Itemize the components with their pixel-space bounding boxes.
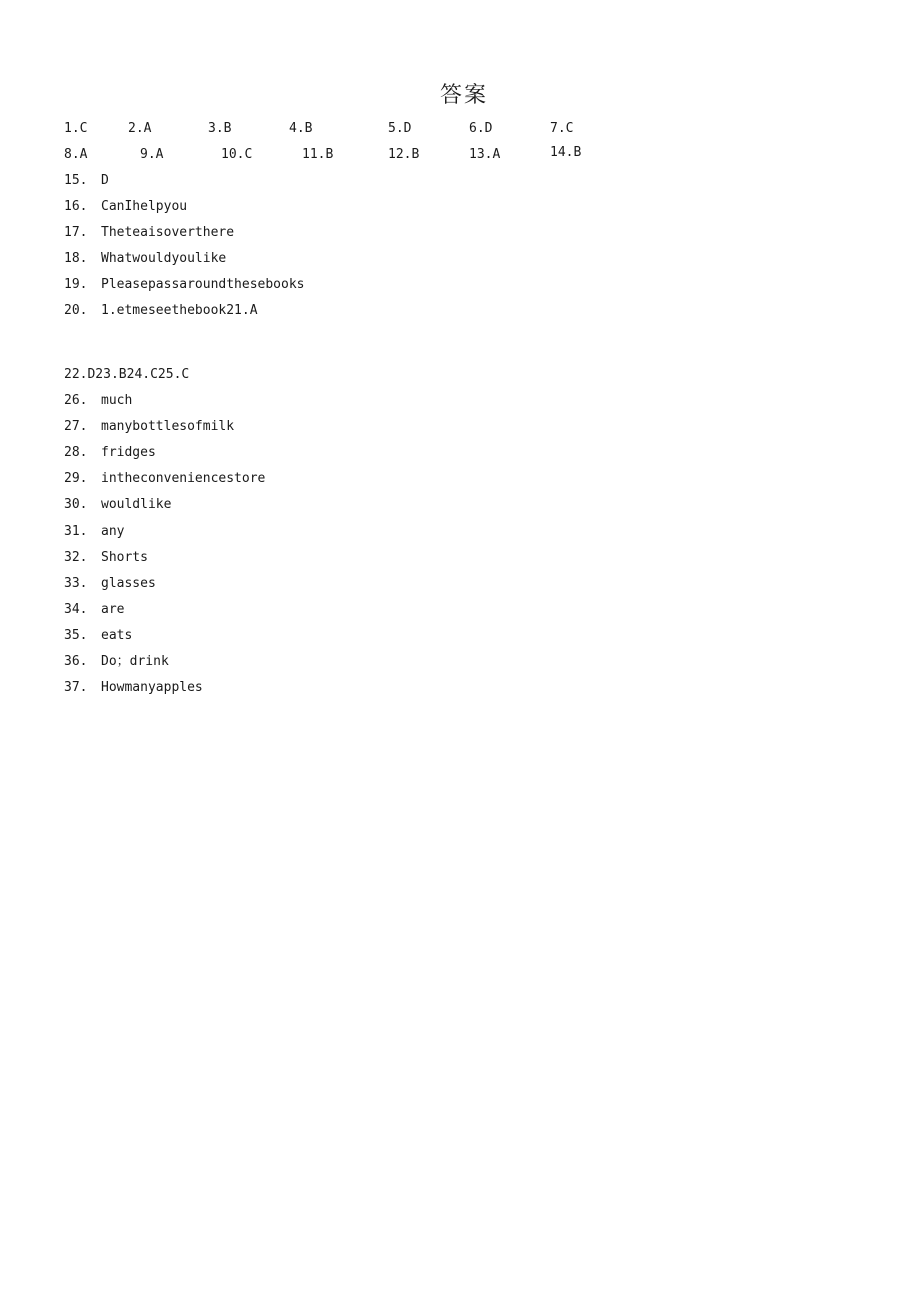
answer-11: 11.B bbox=[302, 147, 334, 162]
item-answer: D bbox=[101, 173, 109, 188]
item-answer: are bbox=[101, 602, 125, 617]
item-answer: Whatwouldyoulike bbox=[101, 251, 227, 266]
item-number: 35. bbox=[64, 628, 88, 643]
item-number: 37. bbox=[64, 680, 88, 695]
answer-line-36 bbox=[64, 654, 169, 670]
item-answer: eats bbox=[101, 628, 133, 643]
item-number: 20. bbox=[64, 303, 88, 318]
answer-line-31 bbox=[64, 524, 124, 540]
item-number: 16. bbox=[64, 199, 88, 214]
answer-13: 13.A bbox=[469, 147, 501, 162]
item-number: 34. bbox=[64, 602, 88, 617]
item-answer: fridges bbox=[101, 445, 156, 460]
answer-line-28 bbox=[64, 445, 156, 461]
item-number: 30. bbox=[64, 497, 88, 512]
answer-1: 1.C bbox=[64, 121, 88, 136]
item-answer: wouldlike bbox=[101, 497, 172, 512]
answer-line-29 bbox=[64, 471, 265, 487]
answer-line-37 bbox=[64, 680, 203, 696]
answer-6: 6.D bbox=[469, 121, 493, 136]
item-answer: CanIhelpyou bbox=[101, 199, 188, 214]
item-answer: much bbox=[101, 393, 133, 408]
item-answer: any bbox=[101, 524, 125, 539]
item-number: 15. bbox=[64, 173, 88, 188]
item-answer: Howmanyapples bbox=[101, 680, 203, 695]
answer-line-20 bbox=[64, 303, 258, 319]
item-number: 18. bbox=[64, 251, 88, 266]
answer-line-34 bbox=[64, 602, 124, 618]
answer-8: 8.A bbox=[64, 147, 88, 162]
answer-10: 10.C bbox=[221, 147, 253, 162]
answer-3: 3.B bbox=[208, 121, 232, 136]
item-answer: Pleasepassaroundthesebooks bbox=[101, 277, 305, 292]
item-number: 31. bbox=[64, 524, 88, 539]
answer-5: 5.D bbox=[388, 121, 412, 136]
answer-line-15 bbox=[64, 173, 109, 189]
item-number: 27. bbox=[64, 419, 88, 434]
item-answer: Shorts bbox=[101, 550, 148, 565]
answer-line-22-25: 22.D23.B24.C25.C bbox=[64, 367, 190, 382]
item-number: 32. bbox=[64, 550, 88, 565]
item-number: 26. bbox=[64, 393, 88, 408]
answer-line-18 bbox=[64, 251, 226, 267]
item-answer: Theteaisoverthere bbox=[101, 225, 235, 240]
answer-14: 14.B bbox=[550, 145, 582, 160]
answer-line-17 bbox=[64, 225, 234, 241]
item-answer: glasses bbox=[101, 576, 156, 591]
item-number: 28. bbox=[64, 445, 88, 460]
answer-7: 7.C bbox=[550, 121, 574, 136]
item-number: 17. bbox=[64, 225, 88, 240]
answer-line-32 bbox=[64, 550, 148, 566]
item-number: 33. bbox=[64, 576, 88, 591]
item-answer: Do；drink bbox=[101, 654, 169, 669]
page-title: 答案 bbox=[439, 83, 488, 108]
item-number: 36. bbox=[64, 654, 88, 669]
item-number: 29. bbox=[64, 471, 88, 486]
answer-2: 2.A bbox=[128, 121, 152, 136]
item-answer: manybottlesofmilk bbox=[101, 419, 235, 434]
answer-line-26 bbox=[64, 393, 132, 409]
item-answer: intheconveniencestore bbox=[101, 471, 266, 486]
item-answer: 1.etmeseethebook21.A bbox=[101, 303, 258, 318]
answer-line-19 bbox=[64, 277, 305, 293]
answer-12: 12.B bbox=[388, 147, 420, 162]
answer-9: 9.A bbox=[140, 147, 164, 162]
answer-line-27 bbox=[64, 419, 234, 435]
answer-line-30 bbox=[64, 497, 171, 513]
answer-4: 4.B bbox=[289, 121, 313, 136]
answer-line-33 bbox=[64, 576, 156, 592]
answer-line-35 bbox=[64, 628, 132, 644]
answer-line-16 bbox=[64, 199, 187, 215]
item-number: 19. bbox=[64, 277, 88, 292]
